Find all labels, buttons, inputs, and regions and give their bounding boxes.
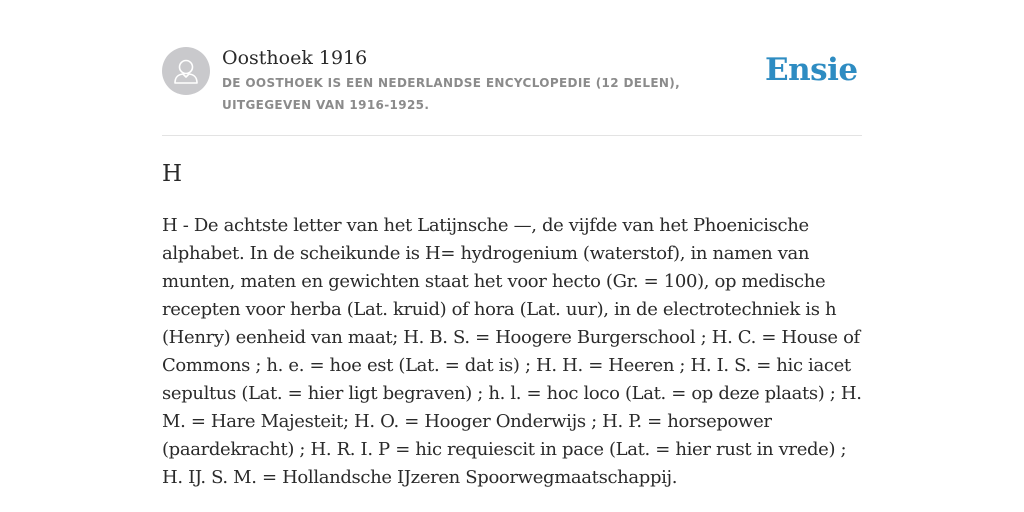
- source-title[interactable]: Oosthoek 1916: [222, 47, 368, 69]
- entry-title: H: [162, 161, 183, 187]
- user-silhouette-icon[interactable]: [162, 47, 210, 95]
- source-description: DE OOSTHOEK IS EEN NEDERLANDSE ENCYCLOPEDIE (12 DELEN), UITGEGEVEN VAN 1916-1925.: [222, 76, 681, 112]
- header-divider: [162, 135, 862, 136]
- entry-body: H - De achtste letter van het Latijnsche —, de vijfde van het Phoenicische alphabet. In de scheikunde is H= hydrogenium (waterstof), in namen van munten, maten en gewichten staat het voor hecto (Gr. = 100), op medische recepten voor herba (Lat. kruid) of hora (Lat. uur), in de electrotechniek is h (Henry) eenheid van maat; H. B. S. = Hoogere Burgerschool ; H. C. = House of Commons ; h. e. = hoe est (Lat. = dat is) ; H. H. = Heeren ; H. I. S. = hic iacet sepultus (Lat. = hier ligt begraven) ; h. l. = hoc loco (Lat. = op deze plaats) ; H. M. = Hare Majesteit; H. O. = Hooger Onderwijs ; H. P. = horsepower (paardekracht) ; H. R. I. P = hic requiescit in pace (Lat. = hier rust in vrede) ; H. IJ. S. M. = Hollandsche IJzeren Spoorwegmaatschappij.: [162, 215, 862, 488]
- brand-logo[interactable]: Ensie: [765, 52, 858, 88]
